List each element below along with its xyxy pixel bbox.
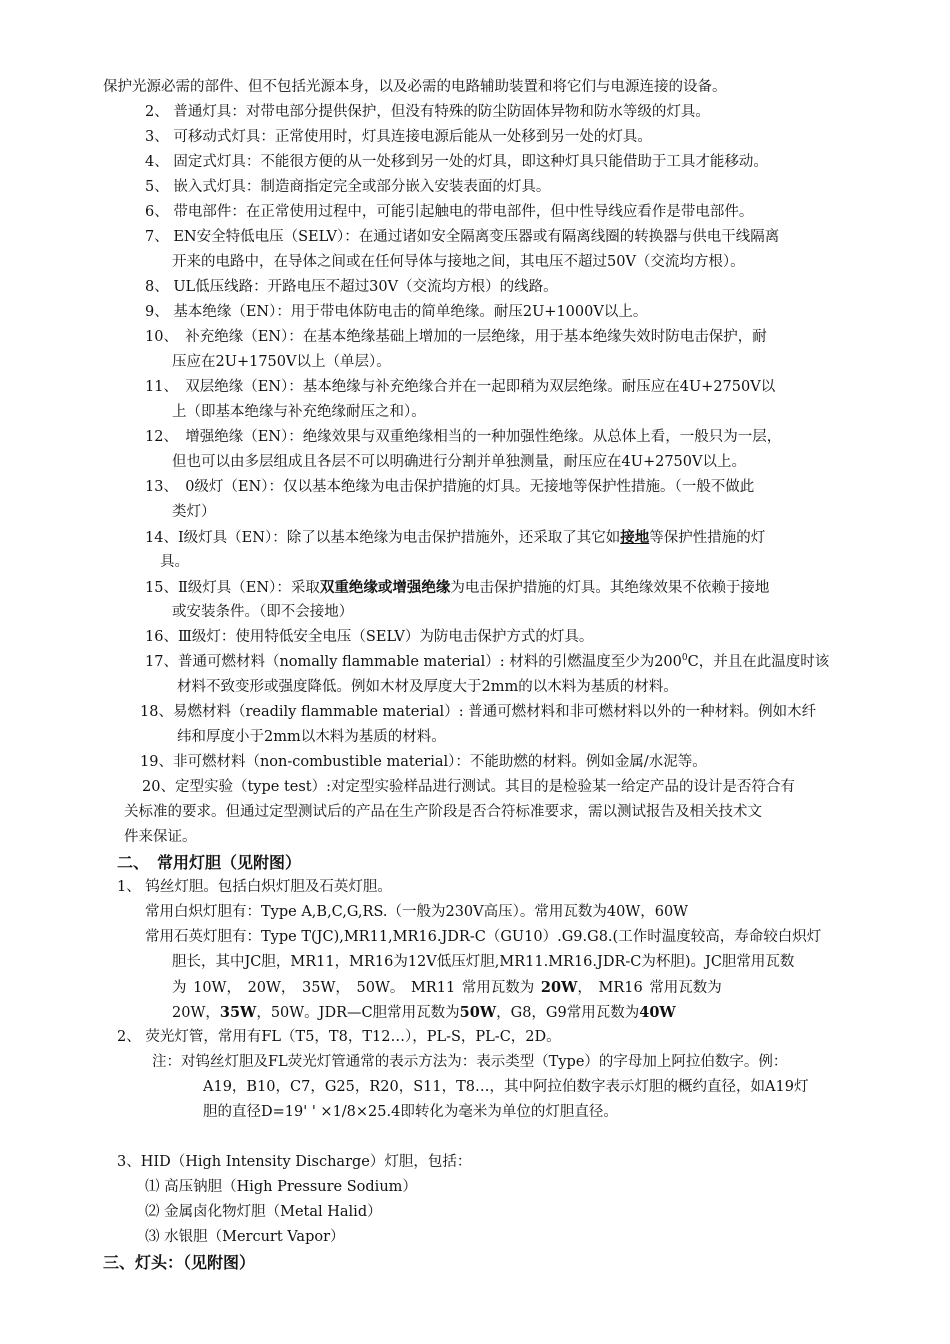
definition-item-19: 19、非可燃材料（non-combustible material）：不能助燃的材料。例如金属/水泥等。 — [140, 754, 707, 770]
definition-item-13-line-2: 类灯） — [172, 504, 216, 520]
wattage-value: 50W — [459, 1004, 497, 1021]
quartz-bulbs-line-2: 胆长，其中JC胆，MR11，MR16为12V低压灯胆,MR11.MR16.JDR-C为杯胆)。JC胆常用瓦数 — [172, 954, 795, 970]
hid-item-3: ⑶ 水银胆（Mercurt Vapor） — [145, 1229, 345, 1245]
definition-item-14-line-2: 具。 — [160, 554, 189, 570]
insulation-term: 双重绝缘或增强绝缘 — [319, 579, 451, 596]
definition-item-2: 2、 普通灯具：对带电部分提供保护，但没有特殊的防尘防固体异物和防水等级的灯具。 — [145, 104, 710, 120]
quartz-bulbs-line-4 — [172, 1000, 676, 1026]
degree-superscript: 0 — [681, 653, 688, 664]
definition-item-17-line-1 — [145, 650, 829, 675]
definition-item-12-line-2: 但也可以由多层组成且各层不可以明确进行分割并单独测量，耐压应在4U+2750V以上。 — [172, 454, 746, 470]
definition-item-13-line-1: 13、 0级灯（EN）：仅以基本绝缘为电击保护措施的灯具。无接地等保护性措施。（一般不做此 — [145, 479, 755, 495]
hid-item-1: ⑴ 高压钠胆（High Pressure Sodium） — [145, 1179, 417, 1195]
definition-item-15-line-1 — [145, 575, 769, 601]
bulb-text: 为 10W， 20W， 35W， 50W。 MR11 常用瓦数为 — [172, 980, 541, 996]
bulb-item-3: 3、HID（High Intensity Discharge）灯胆，包括： — [117, 1154, 472, 1170]
bulb-text: ，G8，G9常用瓦数为 — [496, 1005, 640, 1021]
definition-item-8: 8、 UL低压线路：开路电压不超过30V（交流均方根）的线路。 — [145, 279, 558, 295]
definition-item-4: 4、 固定式灯具：不能很方便的从一处移到另一处的灯具，即这种灯具只能借助于工具才能移动。 — [145, 154, 768, 170]
note-line-3: 胆的直径D=19' ' ×1/8×25.4即转化为毫米为单位的灯胆直径。 — [203, 1104, 618, 1120]
definition-text: 15、Ⅱ级灯具（EN）：采取 — [145, 580, 320, 596]
bulb-item-1: 1、 钨丝灯胆。包括白炽灯胆及石英灯胆。 — [117, 879, 392, 895]
note-line-1: 注：对钨丝灯胆及FL荧光灯管通常的表示方法为：表示类型（Type）的字母加上阿拉伯数字。例： — [152, 1054, 788, 1070]
wattage-value: 20W — [540, 979, 578, 996]
bulb-text: ， MR16 常用瓦数为 — [577, 980, 722, 996]
definition-text: 17、普通可燃材料（nomally flammable material）: 材料的引燃温度至少为200 — [145, 654, 682, 670]
definition-item-17-line-2: 材料不致变形或强度降低。例如木材及厚度大于2mm的以木料为基质的材料。 — [177, 679, 678, 695]
definition-text: 等保护性措施的灯 — [649, 530, 766, 546]
definition-continuation: 保护光源必需的部件、但不包括光源本身，以及必需的电路辅助装置和将它们与电源连接的设备。 — [103, 79, 727, 95]
definition-item-20-line-1: 20、定型实验（type test）:对定型实验样品进行测试。其目的是检验某一给定产品的设计是否符合有 — [142, 779, 795, 795]
definition-item-9: 9、 基本绝缘（EN）：用于带电体防电击的简单绝缘。耐压2U+1000V以上。 — [145, 304, 648, 320]
definition-item-7-line-2: 开来的电路中，在导体之间或在任何导体与接地之间，其电压不超过50V（交流均方根）。 — [172, 254, 745, 270]
bulb-text: 20W， — [172, 1005, 220, 1021]
definition-item-11-line-1: 11、 双层绝缘（EN）：基本绝缘与补充绝缘合并在一起即稍为双层绝缘。耐压应在4U+2750V以 — [145, 379, 776, 395]
hid-item-2: ⑵ 金属卤化物灯胆（Metal Halid） — [145, 1204, 382, 1220]
definition-item-3: 3、 可移动式灯具：正常使用时，灯具连接电源后能从一处移到另一处的灯具。 — [145, 129, 652, 145]
definition-item-5: 5、 嵌入式灯具：制造商指定完全或部分嵌入安装表面的灯具。 — [145, 179, 551, 195]
definition-item-20-line-2: 关标准的要求。但通过定型测试后的产品在生产阶段是否合符标准要求，需以测试报告及相关技术文 — [124, 804, 762, 820]
definition-item-18-line-2: 纬和厚度小于2mm以木料为基质的材料。 — [177, 729, 446, 745]
definition-item-15-line-2: 或安装条件。（即不会接地） — [172, 604, 354, 620]
wattage-value: 40W — [639, 1004, 676, 1021]
definition-item-6: 6、 带电部件：在正常使用过程中，可能引起触电的带电部件，但中性导线应看作是带电部件。 — [145, 204, 754, 220]
grounding-term: 接地 — [620, 529, 650, 546]
definition-text: 14、Ⅰ级灯具（EN）：除了以基本绝缘为电击保护措施外，还采取了其它如 — [145, 530, 621, 546]
bulb-item-2: 2、 荧光灯管，常用有FL（T5，T8，T12…），PL-S，PL-C，2D。 — [117, 1029, 561, 1045]
definition-item-7-line-1: 7、 EN安全特低电压（SELV）：在通过诸如安全隔离变压器或有隔离线圈的转换器与供电干线隔离 — [145, 229, 780, 245]
wattage-value: 35W — [219, 1004, 257, 1021]
note-line-2: A19，B10，C7，G25，R20，S11，T8…，其中阿拉伯数字表示灯胆的概约直径，如A19灯 — [203, 1079, 809, 1095]
incandescent-bulbs: 常用白炽灯胆有：Type A,B,C,G,RS.（一般为230V高压）。常用瓦数为40W，60W — [145, 904, 689, 920]
definition-item-10-line-1: 10、 补充绝缘（EN）：在基本绝缘基础上增加的一层绝缘，用于基本绝缘失效时防电击保护，耐 — [145, 329, 767, 345]
definition-item-14-line-1 — [145, 525, 765, 551]
definition-item-18-line-1: 18、易燃材料（readily flammable material）: 普通可燃材料和非可燃材料以外的一种材料。例如木纤 — [140, 704, 817, 720]
section-heading-lamp-caps: 三、灯头：（见附图） — [103, 1253, 256, 1272]
quartz-bulbs-line-3 — [172, 975, 722, 1001]
section-heading-bulbs: 二、 常用灯胆（见附图） — [117, 853, 302, 872]
definition-text: 为电击保护措施的灯具。其绝缘效果不依赖于接地 — [450, 580, 770, 596]
definition-item-12-line-1: 12、 增强绝缘（EN）：绝缘效果与双重绝缘相当的一种加强性绝缘。从总体上看，一般只为一层， — [145, 429, 782, 445]
definition-item-20-line-3: 件来保证。 — [124, 829, 197, 845]
quartz-bulbs-line-1: 常用石英灯胆有：Type T(JC),MR11,MR16.JDR-C（GU10）.G9.G8.(工作时温度较高，寿命较白炽灯 — [145, 929, 822, 945]
bulb-text: ，50W。JDR—C胆常用瓦数为 — [256, 1005, 460, 1021]
definition-text: C，并且在此温度时该 — [687, 654, 830, 670]
definition-item-16: 16、Ⅲ级灯：使用特低安全电压（SELV）为防电击保护方式的灯具。 — [145, 629, 594, 645]
definition-item-11-line-2: 上（即基本绝缘与补充绝缘耐压之和）。 — [172, 404, 426, 420]
definition-item-10-line-2: 压应在2U+1750V以上（单层）。 — [172, 354, 391, 370]
